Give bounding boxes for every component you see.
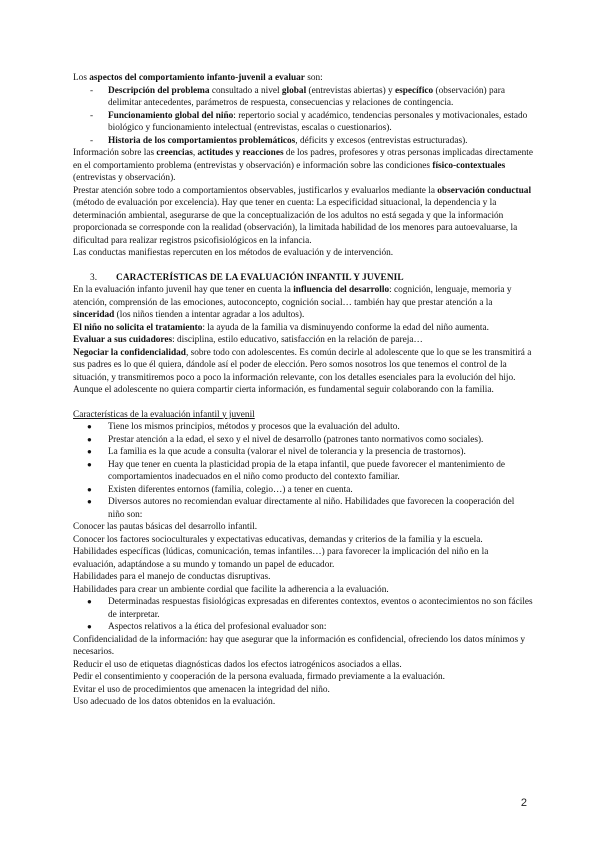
bold-term: Funcionamiento global del niño <box>108 110 234 121</box>
bullet-marker: ● <box>87 447 92 456</box>
bullet-marker: ● <box>87 422 92 431</box>
spacer <box>73 260 533 272</box>
plain-line: Pedir el consentimiento y cooperación de la persona evaluada, firmado previamente a la evaluación. <box>73 672 445 682</box>
bold-term: influencia del desarrollo <box>293 285 390 295</box>
text: Tiene los mismos principios, métodos y procesos que la evaluación del adulto. <box>108 422 400 432</box>
section-heading <box>73 272 533 285</box>
bullet-item <box>73 596 533 621</box>
text: Los <box>73 73 90 83</box>
text: de los padres, profesores y otras personas implicadas directamente en el comportamiento problema (entrevistas y observación) e información sobre las condiciones <box>73 148 533 171</box>
info-paragraph <box>73 147 533 185</box>
bullet-marker: ● <box>87 434 92 444</box>
bullet-marker: ● <box>87 484 92 494</box>
bold-term: creencias <box>156 148 193 158</box>
attention-paragraph <box>73 185 533 248</box>
bullet-item <box>73 484 533 497</box>
text: : repertorio social y académico, tendencias personales y motivacionales, estado biológico y funcionamiento intelectual (entrevistas, escalas o cuestionarios). <box>108 110 528 133</box>
aspects-intro <box>73 72 533 85</box>
text: , déficits y excesos (entrevistas estructuradas). <box>295 135 468 146</box>
text: (entrevistas y observación). <box>73 173 176 183</box>
text: son: <box>304 73 323 83</box>
bullet-item <box>73 496 533 521</box>
text: Existen diferentes entornos (familia, colegio…) a tener en cuenta. <box>108 484 353 495</box>
plain-line: Conocer los factores socioculturales y expectativas educativas, demandas y criterios de la familia y la escuela. <box>73 534 483 545</box>
plain-line: Conocer las pautas básicas del desarrollo infantil. <box>73 522 258 532</box>
text: : disciplina, estilo educativo, satisfacción en la relación de pareja… <box>172 335 423 345</box>
aspect-item-3 <box>73 135 533 148</box>
characteristics-heading: Características de la evaluación infantil y juvenil <box>73 409 255 420</box>
plain-line: Habilidades para el manejo de conductas disruptivas. <box>73 572 271 582</box>
dash-marker: - <box>90 85 94 96</box>
bold-term: actitudes y reacciones <box>197 148 284 158</box>
text: consultado a nivel <box>209 85 282 96</box>
bullet-marker: ● <box>87 497 92 506</box>
bold-term: global <box>281 85 307 96</box>
text: En la evaluación infanto juvenil hay que tener en cuenta la <box>73 285 294 295</box>
page-number: 2 <box>520 797 527 809</box>
text: , sobre todo con adolescentes. Es común decirle al adolescente que lo que se les transmitirá a sus padres es lo que él quiera, dándole así el poder de elección. Pero somos nosotros los que tenemos el control de la situación, y transmitiremos poco a poco la información relevante, con los detalles esenciales para la evolución del hijo. Aunque el adolescente no quiera compartir cierta información, es fundamental seguir colaborando con la familia. <box>73 347 532 395</box>
bold-term: Historia de los comportamientos problemáticos <box>108 135 296 146</box>
plain-line: Habilidades específicas (lúdicas, comunicación, temas infantiles…) para favorecer la implicación del niño en la evaluación, adaptándose a su mundo y tomando un papel de educador. <box>73 547 489 570</box>
bullet-item <box>73 434 533 447</box>
text: Determinadas respuestas fisiológicas expresadas en diferentes contextos, eventos o acontecimientos no son fáciles de interpretar. <box>108 597 533 620</box>
text: (entrevistas abiertas) y <box>306 85 395 96</box>
bold-term: El niño no solicita el tratamiento <box>73 322 203 333</box>
bullet-item <box>73 446 533 459</box>
page-content <box>73 72 533 709</box>
plain-line: Confidencialidad de la información: hay que asegurar que la información es confidencial, ofreciendo los datos mínimos y necesarios. <box>73 634 526 657</box>
bold-term: sinceridad <box>73 310 115 320</box>
text: Prestar atención sobre todo a comportamientos observables, justificarlos y evaluarlos mediante la <box>73 185 438 196</box>
text: : cognición, lenguaje, memoria y atención, comprensión de las emociones, autoconcepto, cognición social… también hay que prestar atención a la <box>73 285 512 308</box>
aspect-item-1 <box>73 85 533 110</box>
text: (método de evaluación por excelencia). Hay que tener en cuenta: La especificidad situacional, la dependencia y la determinación ambiental, asegurarse de que la conceptualización de los adultos no está segada y que la información proporcionada se corresponde con la realidad (observación), la limitada habilidad de los menores para autoevaluarse, la dificultad para realizar registros psicofisiológicos en la infancia. <box>73 198 518 246</box>
text: Información sobre las <box>73 148 157 158</box>
bold-term: Descripción del problema <box>108 85 210 96</box>
bullet-item <box>73 459 533 484</box>
text: Hay que tener en cuenta la plasticidad propia de la etapa infantil, que puede favorecer el mantenimiento de comportamientos inadecuados en el niño como producto del contexto familiar. <box>108 459 506 482</box>
text: (los niños tienden a intentar agradar a los adultos). <box>114 310 305 320</box>
bullet-marker: ● <box>87 459 92 469</box>
section3-paragraph-4 <box>73 347 533 397</box>
section3-paragraph-1 <box>73 284 533 322</box>
text: Aspectos relativos a la ética del profesional evaluador son: <box>108 622 327 632</box>
bold-term: Evaluar a sus cuidadores <box>73 335 173 345</box>
plain-line: Uso adecuado de los datos obtenidos en la evaluación. <box>73 697 276 707</box>
aspect-item-2 <box>73 110 533 135</box>
bullet-marker: ● <box>87 622 92 631</box>
text: Prestar atención a la edad, el sexo y el nivel de desarrollo (patrones tanto normativos como sociales). <box>108 434 484 445</box>
section-number: 3. <box>90 272 98 283</box>
bullet-marker: ● <box>87 597 92 606</box>
text: (observación) para delimitar antecedentes, parámetros de respuesta, consecuencias y relaciones de contingencia. <box>108 85 505 108</box>
text: , <box>192 148 198 158</box>
plain-line: Evitar el uso de procedimientos que amenacen la integridad del niño. <box>73 684 330 695</box>
spacer <box>73 397 533 409</box>
dash-marker: - <box>90 110 94 121</box>
closing-paragraph: Las conductas manifiestas repercuten en los métodos de evaluación y de intervención. <box>73 248 394 258</box>
text: : la ayuda de la familia va disminuyendo conforme la edad del niño aumenta. <box>202 322 489 333</box>
section3-paragraph-2 <box>73 322 533 335</box>
bullet-item <box>73 621 533 634</box>
bold-term: específico <box>394 85 434 96</box>
bold-term: observación conductual <box>437 185 532 196</box>
bullet-item <box>73 421 533 434</box>
bold-term: físico-contextuales <box>432 160 506 171</box>
section3-paragraph-3 <box>73 334 533 347</box>
text: Diversos autores no recomiendan evaluar directamente al niño. Habilidades que favorecen la cooperación del niño son: <box>108 497 515 520</box>
dash-marker: - <box>90 135 94 146</box>
bold-term: aspectos del comportamiento infanto-juvenil a evaluar <box>89 73 305 83</box>
section-title: CARACTERÍSTICAS DE LA EVALUACIÓN INFANTIL Y JUVENIL <box>116 272 404 283</box>
plain-line: Habilidades para crear un ambiente cordial que facilite la adherencia a la evaluación. <box>73 584 389 595</box>
text: La familia es la que acude a consulta (valorar el nivel de tolerancia y la presencia de trastornos). <box>108 447 466 457</box>
bold-term: Negociar la confidencialidad <box>73 347 186 358</box>
plain-line: Reducir el uso de etiquetas diagnósticas dados los efectos iatrogénicos asociados a ellas. <box>73 659 402 670</box>
